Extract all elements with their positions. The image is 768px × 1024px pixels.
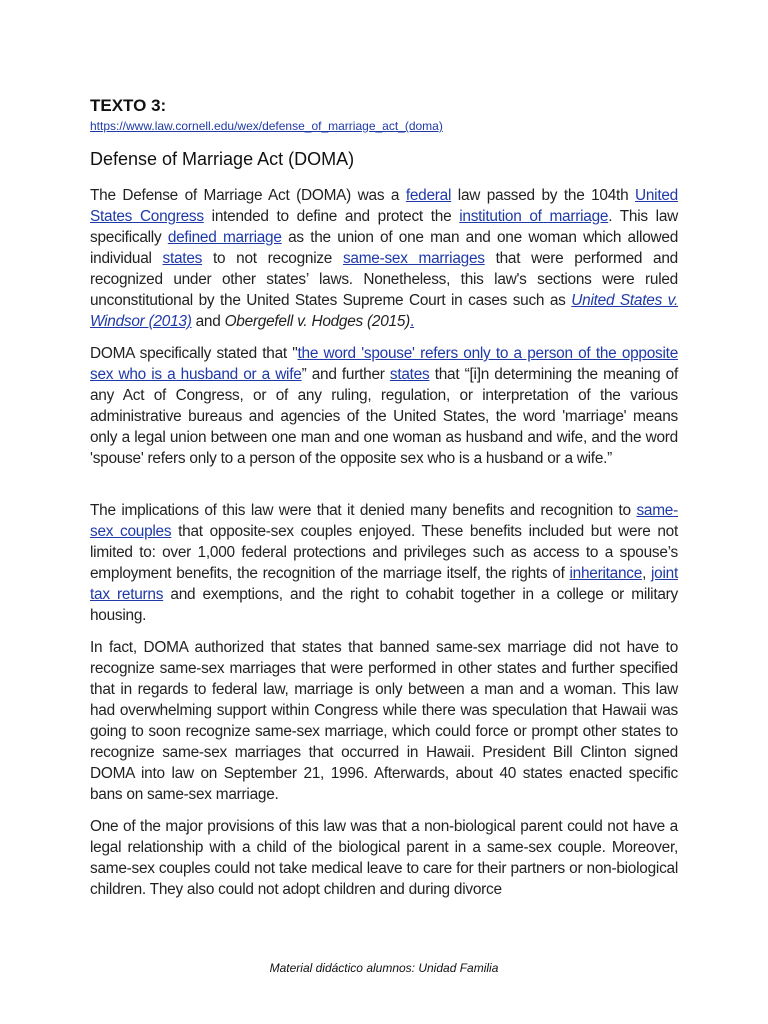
paragraph-5: One of the major provisions of this law was that a non-biological parent could not have a legal relationship with a child of the biological parent in a same-sex couple. Moreover, same-sex couples could not take medical leave to care for their partners or non-biological children. They also could not adopt children and during divorce (90, 818, 678, 898)
p2-text: that “[i]n determining the meaning of any Act of Congress, or of any ruling, regulation, or interpretation of the various administrative bureaus and agencies of the United States, the word 'marriage' means only a legal union between one man and one woman as husband and wife, and the word 'spouse' refers only to a person of the opposite sex who is a husband or a wife.” (90, 366, 678, 467)
p2-text: ” and further (301, 366, 390, 383)
p1-text: as the union of one man and one woman which allowed individual (90, 229, 679, 267)
defined-marriage-link[interactable]: defined marriage (167, 229, 282, 246)
page-footer: Material didáctico alumnos: Unidad Familia (269, 961, 499, 975)
p1-text: that were performed and recognized under other states’ laws. Nonetheless, this law's sections were ruled unconstitutional by the United States Supreme Court in cases such as (90, 250, 678, 309)
p1-text: intended to define and protect the (203, 208, 460, 225)
paragraph-4: In fact, DOMA authorized that states that banned same-sex marriage did not have to recognize same-sex marriages that were performed in other states and further specified that in regards to federal law, marriage is only between a man and a woman. This law had overwhelming support within Congress while there was speculation that Hawaii was going to soon recognize same-sex marriage, which could force or prompt other states to recognize same-sex marriages that occurred in Hawaii. President Bill Clinton signed DOMA into law on September 21, 1996. Afterwards, about 40 states enacted specific bans on same-sex marriage. (90, 639, 678, 803)
p1-text: and (191, 313, 225, 330)
obergefell-case: Obergefell v. Hodges (2015) (224, 313, 411, 330)
federal-link[interactable]: federal (405, 187, 452, 204)
p1-text: to not recognize (202, 250, 343, 267)
p2-text: DOMA specifically stated that " (90, 345, 298, 362)
states-link[interactable]: states (162, 250, 203, 267)
paragraph-3 (90, 500, 678, 626)
p3-text: , (642, 565, 652, 582)
p1-text: . This law specifically (90, 208, 678, 246)
text-label: TEXTO 3: (90, 96, 167, 115)
united-states-congress-link[interactable]: United States Congress (90, 187, 678, 225)
citation-link[interactable]: . (410, 313, 415, 330)
inheritance-link[interactable]: inheritance (569, 565, 643, 582)
p3-text: that opposite-sex couples enjoyed. These benefits included but were not limited to: over 1,000 federal protections and privileges such as access to a spouse’s employment benefits, the recognition of the marriage itself, the rights of (90, 523, 678, 582)
institution-of-marriage-link[interactable]: institution of marriage (459, 208, 609, 225)
p1-text: law passed by the 104th (451, 187, 635, 204)
p3-text: The implications of this law were that it denied many benefits and recognition to (90, 502, 637, 519)
same-sex-marriages-link[interactable]: same-sex marriages (342, 250, 485, 267)
paragraph-2 (90, 343, 678, 469)
paragraph-1 (90, 185, 678, 332)
p1-text: The Defense of Marriage Act (DOMA) was a (90, 187, 406, 204)
source-link[interactable]: https://www.law.cornell.edu/wex/defense_of_marriage_act_(doma) (90, 119, 443, 133)
joint-tax-returns-link[interactable]: joint tax returns (90, 565, 678, 603)
windsor-case-link[interactable]: United States v. Windsor (2013) (90, 292, 678, 330)
document-title: Defense of Marriage Act (DOMA) (90, 149, 355, 169)
states-link[interactable]: states (389, 366, 430, 383)
p3-text: and exemptions, and the right to cohabit together in a college or military housing. (90, 586, 678, 624)
same-sex-couples-link[interactable]: same-sex couples (90, 502, 678, 540)
spouse-definition-link[interactable]: the word 'spouse' refers only to a person of the opposite sex who is a husband or a wife (90, 345, 679, 383)
